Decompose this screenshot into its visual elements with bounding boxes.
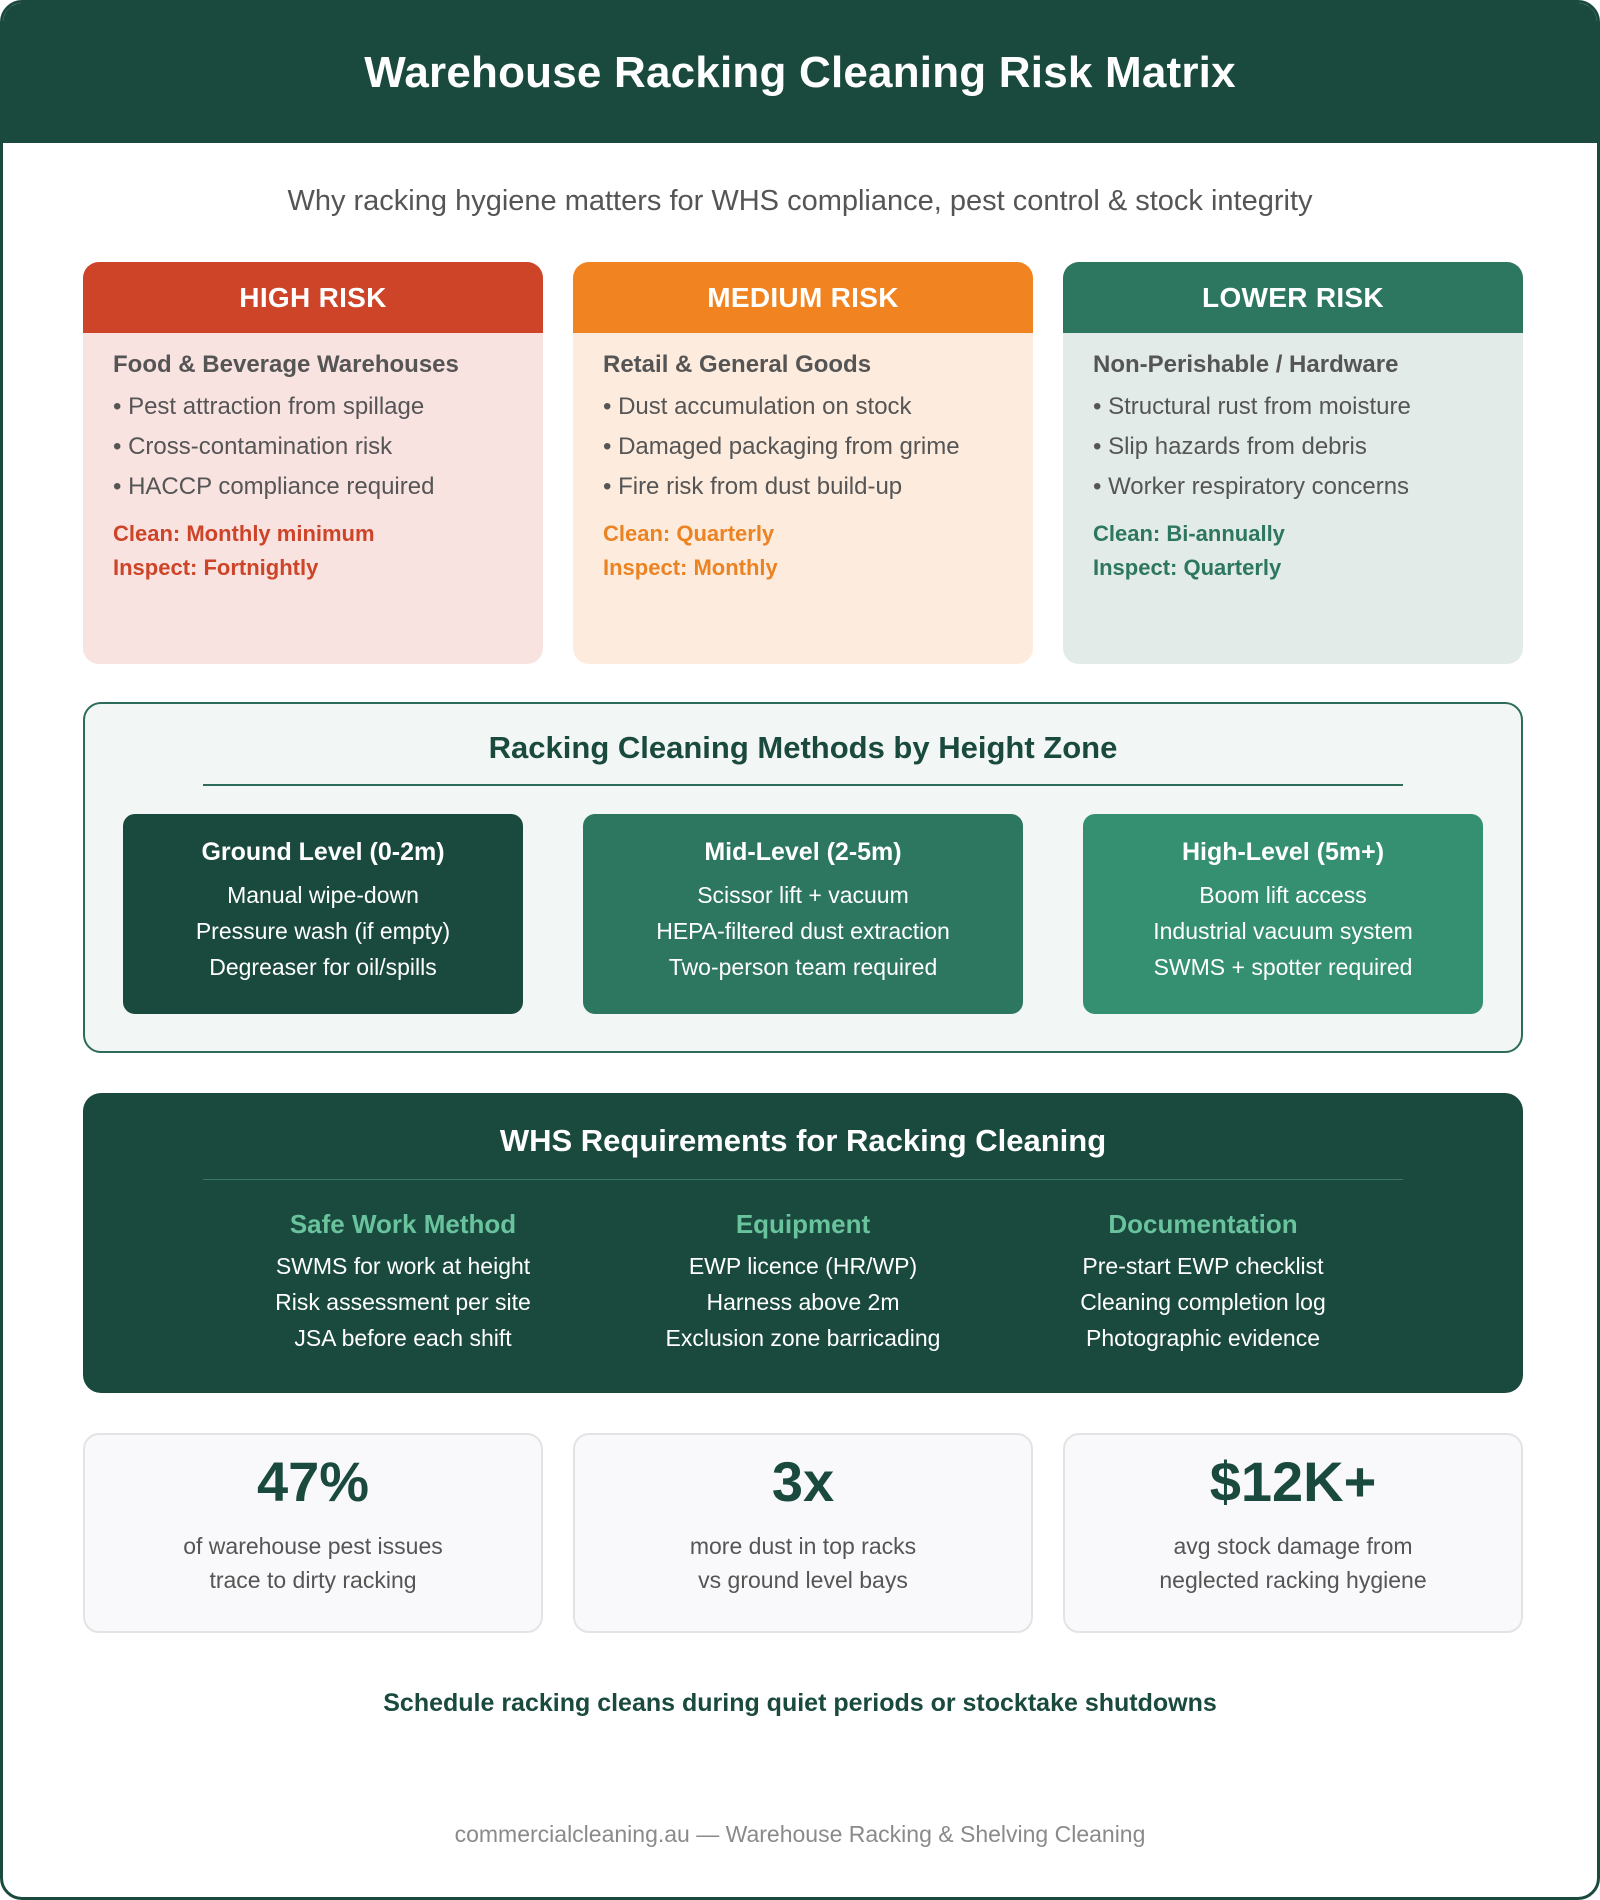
inspect-frequency: Inspect: Quarterly [1093, 555, 1282, 580]
stats-row [83, 1433, 1523, 1633]
header-bar [3, 3, 1597, 143]
clean-frequency: Clean: Monthly minimum [113, 521, 375, 546]
risk-card-high [83, 262, 543, 664]
risk-level-label: HIGH RISK [83, 262, 543, 333]
zone-method: Pressure wash (if empty) [195, 918, 451, 944]
methods-title: Racking Cleaning Methods by Height Zone [488, 730, 1118, 765]
whs-column-title: Safe Work Method [289, 1209, 517, 1239]
risk-bullet: • Structural rust from moisture [1093, 393, 1411, 420]
footer-source: commercialcleaning.au — Warehouse Racking & Shelving Cleaning [454, 1821, 1146, 1847]
whs-item: SWMS for work at height [275, 1253, 531, 1279]
risk-card-body [1063, 333, 1523, 664]
whs-item: EWP licence (HR/WP) [688, 1253, 918, 1279]
zone-method: SWMS + spotter required [1153, 954, 1413, 980]
zone-title: Ground Level (0-2m) [201, 838, 445, 866]
zone-method: HEPA-filtered dust extraction [656, 918, 950, 944]
whs-column-title: Equipment [735, 1209, 871, 1239]
stat-description: of warehouse pest issues [183, 1533, 443, 1559]
stat-description: vs ground level bays [698, 1567, 908, 1593]
risk-bullet: • Cross-contamination risk [113, 433, 393, 460]
zone-ground-level [123, 814, 523, 1014]
stat-card-pest [83, 1433, 543, 1633]
divider [203, 1179, 1403, 1180]
zone-mid-level [583, 814, 1023, 1014]
zone-method: Industrial vacuum system [1153, 918, 1413, 944]
risk-bullet: • Pest attraction from spillage [113, 393, 425, 420]
risk-card-medium [573, 262, 1033, 664]
risk-level-label: MEDIUM RISK [573, 262, 1033, 333]
zone-high-level [1083, 814, 1483, 1014]
stat-description: avg stock damage from [1173, 1533, 1413, 1559]
whs-item: Cleaning completion log [1080, 1289, 1326, 1315]
risk-card-body [573, 333, 1033, 664]
zone-title: High-Level (5m+) [1181, 838, 1385, 866]
risk-bullet: • Damaged packaging from grime [603, 433, 960, 460]
zone-method: Degreaser for oil/spills [209, 954, 437, 980]
whs-column-safe-work [203, 1209, 603, 1356]
stat-card-damage [1063, 1433, 1523, 1633]
whs-item: Pre-start EWP checklist [1082, 1253, 1324, 1279]
subtitle: Why racking hygiene matters for WHS compliance, pest control & stock integrity [287, 185, 1313, 217]
whs-column-equipment [603, 1209, 1003, 1356]
risk-bullet: • Fire risk from dust build-up [603, 473, 903, 500]
risk-sector: Non-Perishable / Hardware [1093, 351, 1399, 378]
stat-description: more dust in top racks [689, 1533, 917, 1559]
page-title: Warehouse Racking Cleaning Risk Matrix [364, 48, 1236, 97]
whs-requirements-panel [83, 1093, 1523, 1393]
zone-method: Boom lift access [1199, 882, 1367, 908]
whs-item: Risk assessment per site [275, 1289, 531, 1315]
risk-bullet: • Slip hazards from debris [1093, 433, 1367, 460]
stat-value: 47% [256, 1450, 370, 1513]
call-to-action: Schedule racking cleans during quiet periods or stocktake shutdowns [383, 1689, 1217, 1717]
whs-title: WHS Requirements for Racking Cleaning [499, 1123, 1107, 1158]
whs-item: Exclusion zone barricading [665, 1325, 941, 1351]
clean-frequency: Clean: Bi-annually [1093, 521, 1285, 546]
risk-matrix [83, 262, 1523, 664]
inspect-frequency: Inspect: Fortnightly [113, 555, 319, 580]
stat-card-dust [573, 1433, 1033, 1633]
whs-column-documentation [1003, 1209, 1403, 1356]
risk-bullet: • Dust accumulation on stock [603, 393, 912, 420]
whs-item: Photographic evidence [1086, 1325, 1320, 1351]
clean-frequency: Clean: Quarterly [603, 521, 775, 546]
risk-sector: Retail & General Goods [603, 351, 872, 378]
risk-bullet: • Worker respiratory concerns [1093, 473, 1410, 500]
cleaning-methods-panel [83, 702, 1523, 1053]
stat-value: 3x [771, 1450, 835, 1513]
inspect-frequency: Inspect: Monthly [603, 555, 778, 580]
zone-method: Scissor lift + vacuum [697, 882, 909, 908]
stat-description: neglected racking hygiene [1159, 1567, 1427, 1593]
risk-card-body [83, 333, 543, 664]
risk-sector: Food & Beverage Warehouses [113, 351, 459, 378]
zone-method: Manual wipe-down [227, 882, 419, 908]
stat-value: $12K+ [1209, 1450, 1377, 1513]
stat-description: trace to dirty racking [209, 1567, 417, 1593]
zone-method: Two-person team required [668, 954, 938, 980]
whs-item: Harness above 2m [706, 1289, 900, 1315]
risk-bullet: • HACCP compliance required [113, 473, 435, 500]
risk-level-label: LOWER RISK [1063, 262, 1523, 333]
whs-item: JSA before each shift [294, 1325, 512, 1351]
height-zones [123, 814, 1485, 1014]
whs-columns [83, 1209, 1523, 1356]
whs-column-title: Documentation [1108, 1209, 1298, 1239]
risk-card-lower [1063, 262, 1523, 664]
zone-title: Mid-Level (2-5m) [704, 838, 902, 866]
divider [203, 784, 1403, 786]
